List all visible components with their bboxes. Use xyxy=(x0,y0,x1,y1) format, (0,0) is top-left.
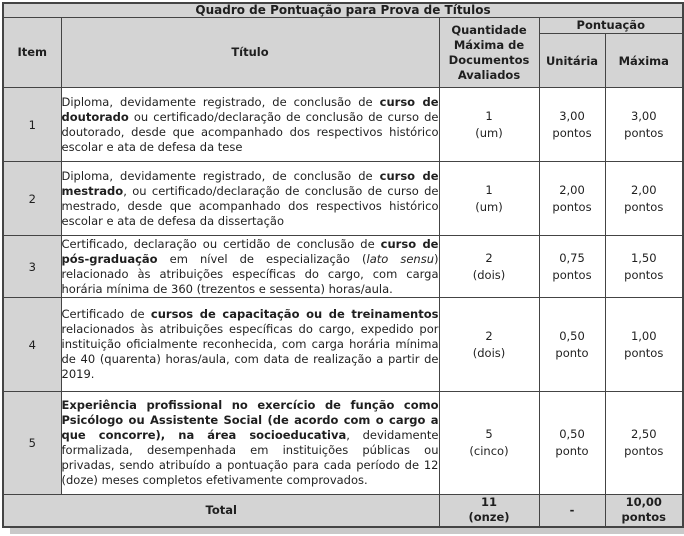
unitaria-value: 0,50 ponto xyxy=(539,298,605,392)
unitaria-value: 3,00 pontos xyxy=(539,88,605,162)
maxima-value: 2,50 pontos xyxy=(605,392,683,495)
titulo-description: Certificado, declaração ou certidão de conclusão de curso de pós-graduação em nível de especialização (lato sensu) relacionado às atribuições específicas do cargo, com carga horária mínima de 360 (trezentos e sessenta) horas/aula. xyxy=(61,236,439,296)
unitaria-value: 2,00 pontos xyxy=(539,162,605,236)
quantidade-value: 1 (um) xyxy=(439,162,539,236)
titulo-description: Diploma, devidamente registrado, de conclusão de curso de doutorado ou certificado/declaração de conclusão de curso de doutorado, desde que acompanhado dos respectivos histórico escolar e ata de defesa da tese xyxy=(61,88,439,162)
item-number: 5 xyxy=(3,392,61,495)
table-row xyxy=(3,162,683,236)
quantidade-value: 5 (cinco) xyxy=(439,392,539,495)
column-header-quantidade: Quantidade Máxima de Documentos Avaliados xyxy=(439,18,539,88)
column-header-unitaria: Unitária xyxy=(539,34,605,88)
header-row-top xyxy=(3,18,683,34)
total-label: Total xyxy=(3,495,439,527)
quantidade-value: 1 (um) xyxy=(439,88,539,162)
total-row xyxy=(3,495,683,527)
total-unitaria: - xyxy=(539,495,605,527)
unitaria-value: 0,50 ponto xyxy=(539,392,605,495)
table-title-row xyxy=(3,3,683,18)
column-header-item: Item xyxy=(3,18,61,88)
quantidade-value: 2 (dois) xyxy=(439,236,539,298)
titulo-description: Certificado de cursos de capacitação ou de treinamentos relacionados às atribuições específicas do cargo, expedido por instituição oficialmente reconhecida, com carga horária mínima de 40 (quarenta) horas/aula, com data de realização a partir de 2019. xyxy=(61,298,439,392)
column-header-titulo: Título xyxy=(61,18,439,88)
item-number: 2 xyxy=(3,162,61,236)
maxima-value: 1,00 pontos xyxy=(605,298,683,392)
table-row xyxy=(3,236,683,298)
score-table xyxy=(2,2,684,528)
item-number: 4 xyxy=(3,298,61,392)
table-row xyxy=(3,88,683,162)
table-title: Quadro de Pontuação para Prova de Títulos xyxy=(3,3,683,18)
quantidade-value: 2 (dois) xyxy=(439,298,539,392)
maxima-value: 1,50 pontos xyxy=(605,236,683,298)
titulo-description: Diploma, devidamente registrado, de conclusão de curso de mestrado, ou certificado/declaração de conclusão de curso de mestrado, desde que acompanhado dos respectivos histórico escolar e ata de defesa da dissertação xyxy=(61,162,439,236)
column-header-maxima: Máxima xyxy=(605,34,683,88)
total-maxima: 10,00 pontos xyxy=(605,495,683,527)
unitaria-value: 0,75 pontos xyxy=(539,236,605,298)
table-row xyxy=(3,298,683,392)
total-quantidade: 11 (onze) xyxy=(439,495,539,527)
maxima-value: 3,00 pontos xyxy=(605,88,683,162)
table-row xyxy=(3,392,683,495)
titulo-description: Experiência profissional no exercício de função como Psicólogo ou Assistente Social (de acordo com o cargo a que concorre), na área socioeducativa, devidamente formalizada, desempenhada em instituições públicas ou privadas, sendo atribuído a pontuação para cada período de 12 (doze) meses completos efetivamente comprovados. xyxy=(61,392,439,495)
column-header-pontuacao: Pontuação xyxy=(539,18,683,34)
maxima-value: 2,00 pontos xyxy=(605,162,683,236)
item-number: 1 xyxy=(3,88,61,162)
item-number: 3 xyxy=(3,236,61,298)
